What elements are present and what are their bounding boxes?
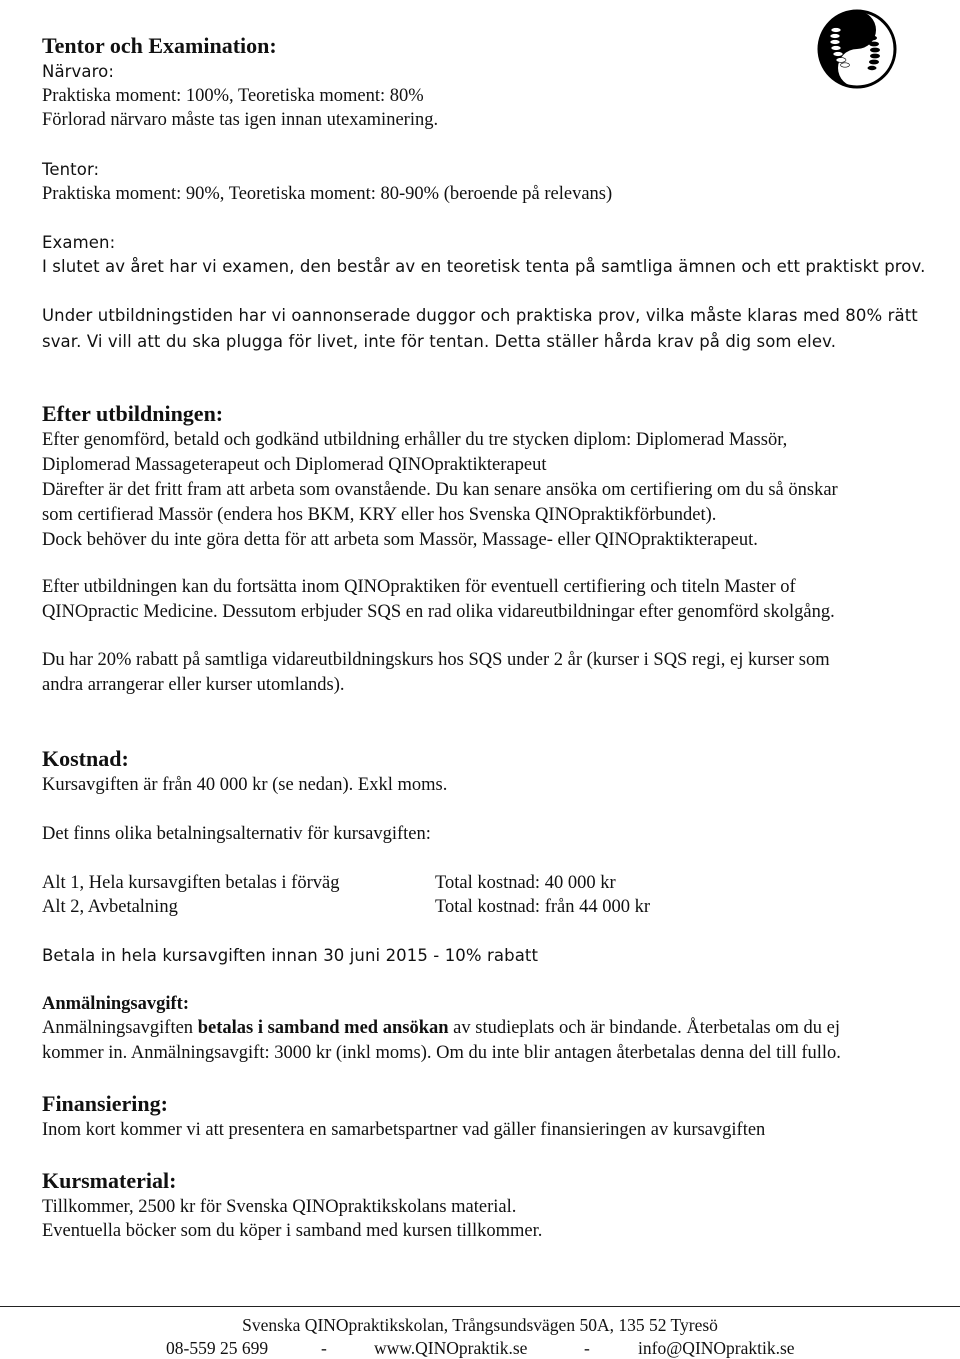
- spine-logo-icon: [816, 8, 898, 90]
- examen-text: I slutet av året har vi examen, den består av en teoretisk tenta på samtliga ämnen och ett praktiskt prov.: [42, 257, 926, 276]
- alternative-name: Alt 1, Hela kursavgiften betalas i förväg: [42, 873, 340, 893]
- anmalan-text-bold: betalas i samband med ansökan: [197, 1018, 449, 1038]
- alternatives-intro: Det finns olika betalningsalternativ för kursavgiften:: [42, 824, 431, 844]
- efter-para3-line: andra arrangerar eller kurser utomlands).: [42, 675, 345, 695]
- kursmaterial-line: Eventuella böcker som du köper i samband med kursen tillkommer.: [42, 1221, 543, 1241]
- efter-para3-line: Du har 20% rabatt på samtliga vidareutbildningskurs hos SQS under 2 år (kurser i SQS regi, ej kurser som: [42, 650, 830, 670]
- alternative-name: Alt 2, Avbetalning: [42, 897, 178, 917]
- tentor-values: Praktiska moment: 90%, Teoretiska moment: 80-90% (beroende på relevans): [42, 184, 613, 204]
- duggor-text-line: Under utbildningstiden har vi oannonserade duggor och praktiska prov, vilka måste klaras med 80% rätt: [42, 306, 918, 325]
- section-heading-finansiering: Finansiering:: [42, 1091, 168, 1116]
- narvaro-label: Närvaro:: [42, 62, 114, 81]
- anmalan-text-after: av studieplats och är bindande. Återbetalas om du ej: [448, 1018, 840, 1038]
- efter-para1-line: Efter genomförd, betald och godkänd utbildning erhåller du tre stycken diplom: Diplomerad Massör,: [42, 430, 788, 450]
- footer-separator: -: [321, 1338, 327, 1358]
- efter-para1-line: Därefter är det fritt fram att arbeta som ovanstående. Du kan senare ansöka om certifiering om du så önskar: [42, 480, 838, 500]
- kostnad-fee-text: Kursavgiften är från 40 000 kr (se nedan). Exkl moms.: [42, 775, 448, 795]
- section-heading-tentor: Tentor och Examination:: [42, 33, 277, 58]
- efter-para2-line: QINOpractic Medicine. Dessutom erbjuder SQS en rad olika vidareutbildningar efter genomförd skolgång.: [42, 602, 835, 622]
- narvaro-values: Praktiska moment: 100%, Teoretiska moment: 80%: [42, 86, 424, 106]
- finansiering-text: Inom kort kommer vi att presentera en samarbetspartner vad gäller finansieringen av kursavgiften: [42, 1120, 766, 1140]
- examen-label: Examen:: [42, 233, 116, 252]
- kursmaterial-line: Tillkommer, 2500 kr för Svenska QINOpraktikskolans material.: [42, 1197, 517, 1217]
- narvaro-note: Förlorad närvaro måste tas igen innan utexaminering.: [42, 110, 439, 130]
- section-heading-anmalan: Anmälningsavgift:: [42, 994, 189, 1014]
- section-heading-kursmaterial: Kursmaterial:: [42, 1168, 177, 1193]
- tentor-label: Tentor:: [42, 160, 100, 179]
- anmalan-text-before: Anmälningsavgiften: [42, 1018, 198, 1038]
- footer-separator: -: [584, 1338, 590, 1358]
- section-heading-efter: Efter utbildningen:: [42, 401, 224, 426]
- efter-para2-line: Efter utbildningen kan du fortsätta inom QINOpraktiken för eventuell certifiering och titeln Master of: [42, 577, 796, 597]
- efter-para1-line: Diplomerad Massageterapeut och Diplomerad QINOpraktikterapeut: [42, 455, 547, 475]
- efter-para1-line: Dock behöver du inte göra detta för att arbeta som Massör, Massage- eller QINOpraktikterapeut.: [42, 530, 758, 550]
- discount-note: Betala in hela kursavgiften innan 30 juni 2015 - 10% rabatt: [42, 946, 539, 965]
- alternative-total: Total kostnad: från 44 000 kr: [435, 897, 651, 917]
- footer-phone: 08-559 25 699: [166, 1338, 269, 1358]
- footer-email-link[interactable]: info@QINOpraktik.se: [638, 1338, 795, 1358]
- section-heading-kostnad: Kostnad:: [42, 746, 129, 771]
- anmalan-text-line: [42, 1016, 840, 1040]
- duggor-text-line: svar. Vi vill att du ska plugga för livet, inte för tentan. Detta ställer hårda krav på dig som elev.: [42, 332, 837, 351]
- anmalan-text-line: kommer in. Anmälningsavgift: 3000 kr (inkl moms). Om du inte blir antagen återbetalas denna del till fullo.: [42, 1043, 841, 1063]
- efter-para1-line: som certifierad Massör (endera hos BKM, KRY eller hos Svenska QINOpraktikförbundet).: [42, 505, 717, 525]
- footer-website-link[interactable]: www.QINOpraktik.se: [374, 1338, 528, 1358]
- alternative-total: Total kostnad: 40 000 kr: [435, 873, 616, 893]
- footer-address: Svenska QINOpraktikskolan, Trångsundsvägen 50A, 135 52 Tyresö: [242, 1315, 718, 1335]
- footer-divider: [0, 1306, 960, 1307]
